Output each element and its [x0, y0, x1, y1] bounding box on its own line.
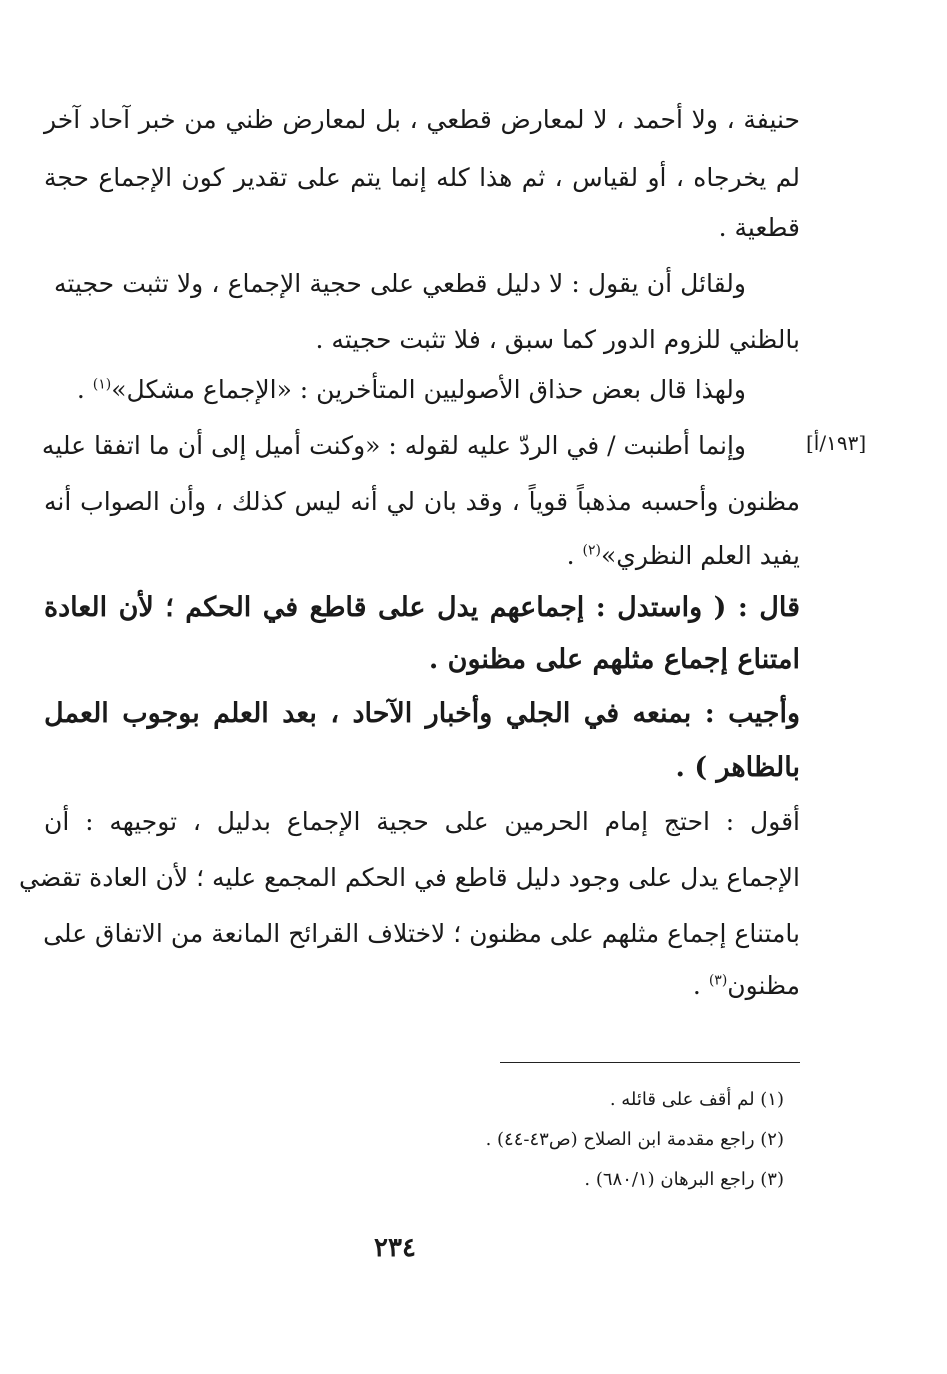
text-line-2: لم يخرجاه ، أو لقياس ، ثم هذا كله إنما يتم على تقدير كون الإجماع حجة — [44, 163, 800, 192]
footnote-2: (٢) راجع مقدمة ابن الصلاح (ص٤٣-٤٤) . — [485, 1129, 784, 1150]
matn-line-1: قال : ( واستدل : إجماعهم يدل على قاطع في الحكم ؛ لأن العادة — [44, 592, 800, 623]
line-9-end: . — [566, 541, 583, 570]
text-line-7: وإنما أطنبت / في الردّ عليه لقوله : «وكنت أميل إلى أن ما اتفقا عليه — [41, 431, 746, 460]
text-line-4: ولقائل أن يقول : لا دليل قطعي على حجية الإجماع ، ولا تثبت حجيته — [54, 269, 746, 298]
footnote-separator — [500, 1062, 800, 1063]
text-line-14: أقول : احتج إمام الحرمين على حجية الإجماع بدليل ، توجيهه : أن — [44, 807, 800, 836]
text-line-5: بالظني للزوم الدور كما سبق ، فلا تثبت حجيته . — [315, 325, 800, 354]
footnote-ref-3: (٣) — [708, 972, 728, 989]
text-line-8: مظنون وأحسبه مذهباً قوياً ، وقد بان لي أنه ليس كذلك ، وأن الصواب أنه — [44, 487, 800, 516]
footnote-3: (٣) راجع البرهان (٦٨٠/١) . — [584, 1169, 784, 1190]
matn-line-3: وأجيب : بمنعه في الجلي وأخبار الآحاد ، بعد العلم بوجوب العمل — [44, 698, 800, 729]
line-17-text: مظنون — [727, 971, 800, 1000]
footnote-ref-2: (٢) — [582, 542, 602, 559]
text-line-17 — [44, 966, 800, 1006]
margin-folio-reference: [١٩٣/أ] — [806, 431, 867, 455]
footnote-ref-1: (١) — [92, 376, 112, 393]
line-17-end: . — [692, 971, 709, 1000]
text-line-6 — [44, 370, 746, 410]
text-line-3: قطعية . — [718, 213, 800, 242]
footnote-1: (١) لم أقف على قائله . — [609, 1089, 784, 1110]
text-line-9 — [44, 536, 800, 576]
matn-line-4: بالظاهر ) . — [675, 752, 800, 783]
line-6-end: . — [76, 375, 93, 404]
matn-line-2: امتناع إجماع مثلهم على مظنون . — [428, 644, 800, 675]
text-line-16: بامتناع إجماع مثلهم على مظنون ؛ لاختلاف القرائح المانعة من الاتفاق على — [43, 919, 800, 948]
line-6-text: ولهذا قال بعض حذاق الأصوليين المتأخرين : «الإجماع مشكل» — [111, 375, 746, 404]
line-9-text: يفيد العلم النظري» — [601, 541, 800, 570]
page-number: ٢٣٤ — [374, 1233, 416, 1263]
text-line-15: الإجماع يدل على وجود دليل قاطع في الحكم المجمع عليه ؛ لأن العادة تقضي — [19, 863, 800, 892]
text-line-1: حنيفة ، ولا أحمد ، لا لمعارض قطعي ، بل لمعارض ظني من خبر آحاد آخر — [44, 105, 800, 134]
